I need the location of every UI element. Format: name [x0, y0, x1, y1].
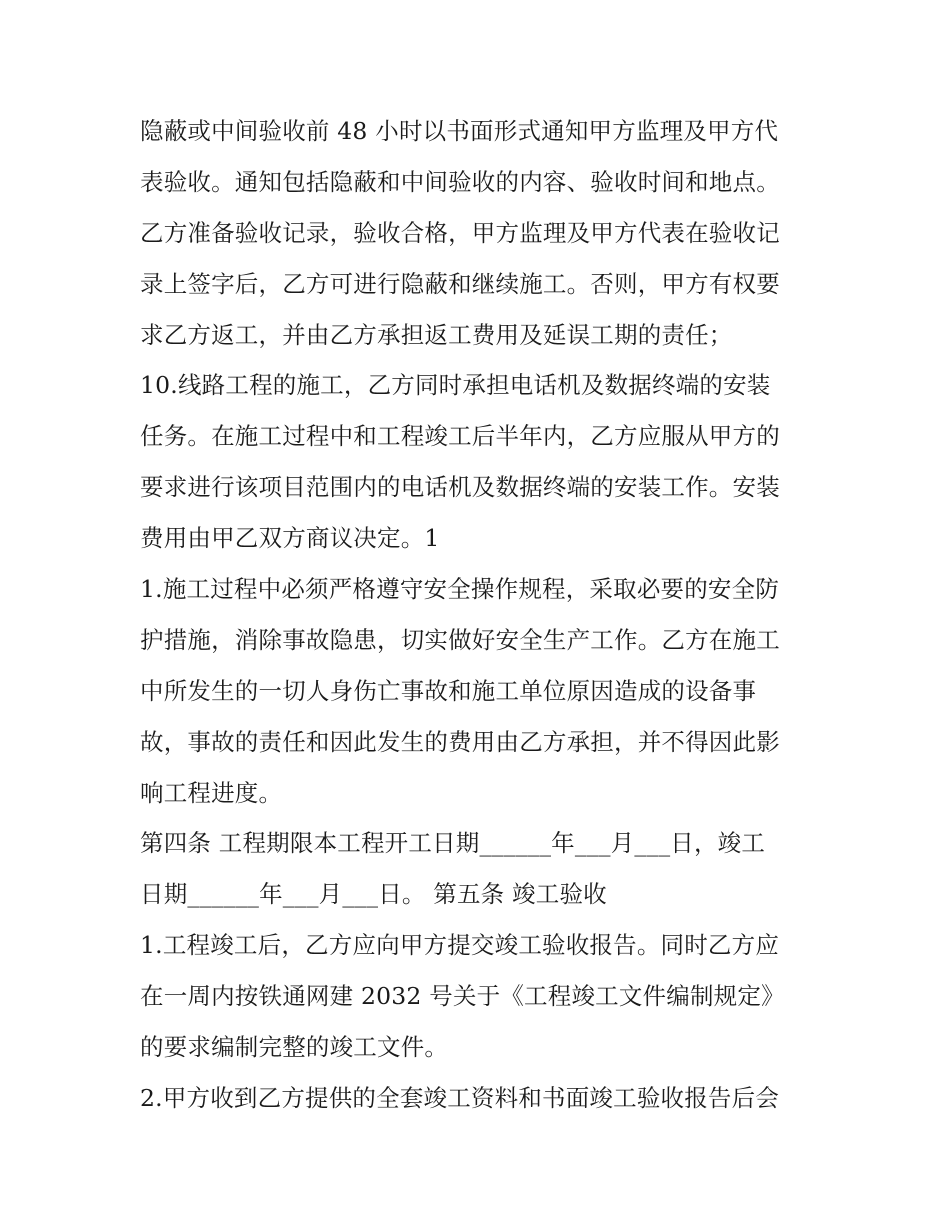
text-line: 第四条 工程期限本工程开工日期______年___月___日，竣工	[140, 829, 766, 858]
text-line: 1.施工过程中必须严格遵守安全操作规程，采取必要的安全防	[140, 575, 780, 604]
text-line: 故，事故的责任和因此发生的费用由乙方承担，并不得因此影	[140, 727, 780, 756]
text-line: 求乙方返工，并由乙方承担返工费用及延误工期的责任；	[140, 320, 733, 349]
text-line: 录上签字后，乙方可进行隐蔽和继续施工。否则，甲方有权要	[140, 269, 780, 298]
text-line: 在一周内按铁通网建 2032 号关于《工程竣工文件编制规定》	[140, 982, 785, 1011]
text-line: 2.甲方收到乙方提供的全套竣工资料和书面竣工验收报告后会	[140, 1083, 780, 1112]
text-line: 10.线路工程的施工，乙方同时承担电话机及数据终端的安装	[140, 371, 771, 400]
text-line: 护措施，消除事故隐患，切实做好安全生产工作。乙方在施工	[140, 625, 780, 654]
text-line: 乙方准备验收记录，验收合格，甲方监理及甲方代表在验收记	[140, 218, 780, 247]
text-line: 日期______年___月___日。 第五条 竣工验收	[140, 880, 607, 909]
text-line: 响工程进度。	[140, 778, 283, 807]
text-line: 任务。在施工过程中和工程竣工后半年内，乙方应服从甲方的	[140, 422, 780, 451]
text-line: 的要求编制完整的竣工文件。	[140, 1033, 449, 1062]
text-line: 中所发生的一切人身伤亡事故和施工单位原因造成的设备事	[140, 676, 757, 705]
text-line: 表验收。通知包括隐蔽和中间验收的内容、验收时间和地点。	[140, 167, 780, 196]
contract-text	[140, 106, 820, 1124]
text-line: 1.工程竣工后，乙方应向甲方提交竣工验收报告。同时乙方应	[140, 931, 780, 960]
text-line: 要求进行该项目范围内的电话机及数据终端的安装工作。安装	[140, 473, 780, 502]
text-line: 隐蔽或中间验收前 48 小时以书面形式通知甲方监理及甲方代	[140, 117, 779, 145]
text-line: 费用由甲乙双方商议决定。1	[140, 524, 440, 553]
